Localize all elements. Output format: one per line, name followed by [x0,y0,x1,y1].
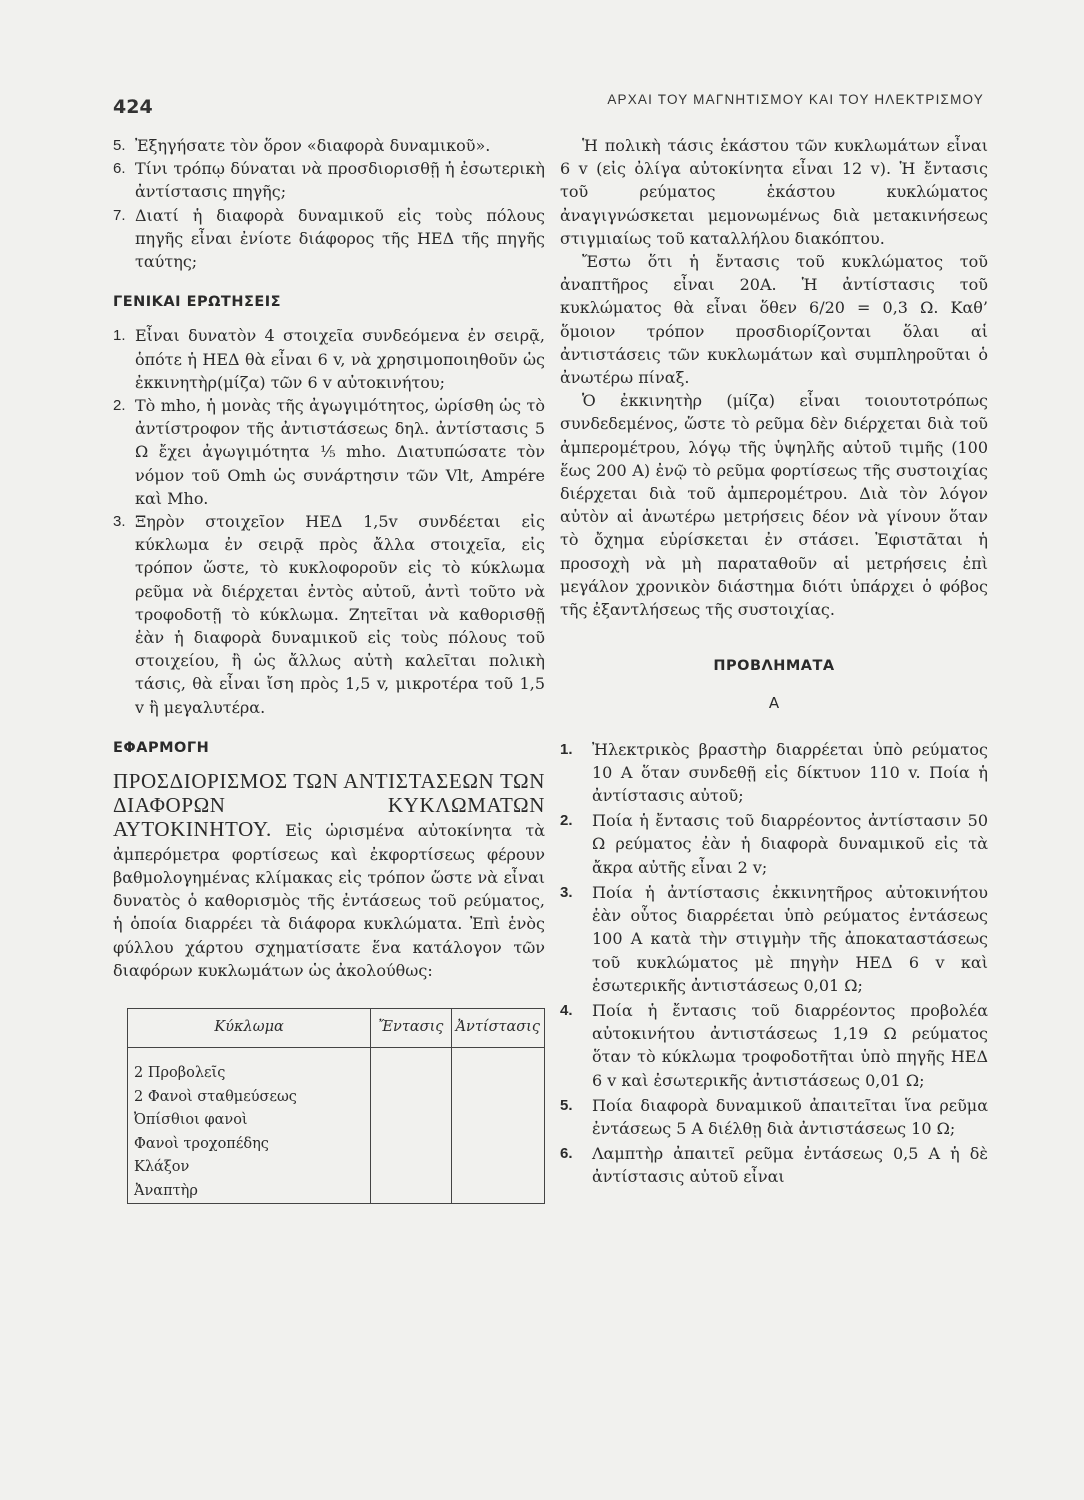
problem-text: Λαμπτὴρ ἀπαιτεῖ ρεῦμα ἐντάσεως 0,5 Α ἡ δὲ ἀντίστασις αὐτοῦ εἶναι [592,1144,988,1187]
table-row [128,1062,545,1086]
table-cell-circuit: 2 Προβολεῖς [128,1062,371,1086]
right-column [560,134,988,1191]
problem-number: 6. [560,1145,573,1163]
running-header: ΑΡΧΑΙ ΤΟΥ ΜΑΓΝΗΤΙΣΜΟΥ ΚΑΙ ΤΟΥ ΗΛΕΚΤΡΙΣΜΟΥ [607,92,984,107]
problem-number: 3. [560,883,573,901]
question-text: Διατί ἡ διαφορὰ δυναμικοῦ εἰς τοὺς πόλους πηγῆς εἶναι ἐνίοτε διάφορος τῆς ΗΕΔ τῆς πηγῆς ταύτης; [135,205,545,272]
application-heading: ΕΦΑΡΜΟΓΗ [113,739,210,756]
question-number: 2. [113,397,126,415]
paragraph: Ἔστω ὅτι ἡ ἔντασις τοῦ κυκλώματος τοῦ ἀναπτῆρος εἶναι 20Α. Ἡ ἀντίστασις τοῦ κυκλώματος θὰ εἶναι ὅθεν 6/20 = 0,3 Ω. Καθ’ ὅμοιον τρόπον προσδιορίζονται ὅλαι αἱ ἀντιστάσεις τῶν κυκλωμάτων καὶ συμπληροῦται ὁ ἀνωτέρω πίναξ. [560,252,988,388]
table-cell-circuit: Κλάξον [128,1156,371,1180]
question-number: 7. [113,206,126,224]
problem-number: 5. [560,1096,573,1114]
table-header-resistance: Ἀντίστασις [451,1008,544,1047]
general-question-item [113,394,545,510]
problem-item [560,809,988,879]
question-text: Τὸ mho, ἡ μονὰς τῆς ἀγωγιμότητος, ὡρίσθη ὡς τὸ ἀντίστροφον τῆς ἀντιστάσεως δηλ. ἀντίστασις 5 Ω ἔχει ἀγωγιμότητα ⅕ mho. Διατυπώσατε τὸν νόμον τοῦ Omh ὡς συνάρτησιν τῶν Vlt, Ampére καὶ Mho. [135,396,545,508]
general-questions-heading: ΓΕΝΙΚΑΙ ΕΡΩΤΗΣΕΙΣ [113,294,282,311]
question-number: 3. [113,513,126,531]
problem-text: Ποία ἡ ἀντίστασις ἐκκινητῆρος αὐτοκινήτου ἐὰν οὗτος διαρρέεται ὑπὸ ρεύματος ἐντάσεως 100 Α κατὰ τὴν στιγμὴν τῆς ἀποκαταστάσεως τοῦ κυκλώματος μὲ πηγὴν ΗΕΔ 6 v καὶ ἐσωτερικῆς ἀντιστάσεως 0,01 Ω; [592,882,988,995]
table-cell-circuit: Ἀναπτὴρ [128,1179,371,1203]
application-paragraph [113,770,545,982]
table-row [128,1156,545,1180]
question-number: 6. [113,160,126,178]
table-row [128,1109,545,1133]
page-number: 424 [113,96,153,118]
application-text: Εἰς ὡρισμένα αὐτοκίνητα τὰ ἀμπερόμετρα φορτίσεως καὶ ἐκφορτίσεως φέρουν βαθμολογημένας κλίμακας εἰς τρόπον ὥστε νὰ εἶναι δυνατὸς ὁ καθορισμὸς τῆς ἐντάσεως τοῦ ρεύματος, ἡ ὁποία διαρρέει τὰ διάφορα κυκλώματα. Ἐπὶ ἑνὸς φύλλου χάρτου σχηματίσατε ἕνα κατάλογον τῶν διαφόρων κυκλωμάτων ὡς ἀκολούθως: [113,821,545,980]
question-text: Εἶναι δυνατὸν 4 στοιχεῖα συνδεόμενα ἐν σειρᾷ, ὁπότε ἡ ΗΕΔ θὰ εἶναι 6 v, νὰ χρησιμοποιηθοῦν ὡς ἐκκινητὴρ(μίζα) τῶν 6 v αὐτοκινήτου; [135,326,545,392]
problem-text: Ποία ἡ ἔντασις τοῦ διαρρέοντος προβολέα αὐτοκινήτου ἀντιστάσεως 1,19 Ω ρεύματος ὅταν τὸ κύκλωμα τροφοδοτῆται ὑπὸ πηγῆς ΗΕΔ 6 v καὶ ἐσωτερικῆς ἀντιστάσεως 0,01 Ω; [592,1000,988,1090]
question-number: 1. [113,327,126,345]
problems-heading: ΠΡΟΒΛΗΜΑΤΑ [713,658,835,675]
question-item [113,204,545,274]
table-row [128,1132,545,1156]
problem-item [560,1142,988,1188]
problem-item [560,1094,988,1140]
problem-text: Ἠλεκτρικὸς βραστὴρ διαρρέεται ὑπὸ ρεύματος 10 Α ὅταν συνδεθῇ εἰς δίκτυον 110 v. Ποία ἡ ἀντίστασις αὐτοῦ; [592,739,988,806]
problem-item [560,738,988,808]
problem-number: 2. [560,812,573,830]
question-item [113,134,545,157]
problem-text: Ποία ἡ ἔντασις τοῦ διαρρέοντος ἀντίστασιν 50 Ω ρεύματος ἐὰν ἡ διαφορὰ δυναμικοῦ εἰς τὰ ἄκρα αὐτῆς εἶναι 2 v; [592,811,988,877]
question-text: Ἐξηγήσατε τὸν ὅρον «διαφορὰ δυναμικοῦ». [135,136,491,155]
table-header-current: Ἔντασις [371,1008,451,1047]
general-question-item [113,324,545,394]
application-title: ΠΡΟΣΔΙΟΡΙΣΜΟΣ ΤΩΝ ΑΝΤΙΣΤΑΣΕΩΝ ΤΩΝ ΔΙΑΦΟΡΩΝ ΚΥΚΛΩΜΑΤΩΝ ΑΥΤΟΚΙΝΗΤΟΥ. [113,769,545,842]
question-number: 5. [113,137,126,154]
table-row [128,1085,545,1109]
table-cell-circuit: 2 Φανοὶ σταθμεύσεως [128,1085,371,1109]
table-header-circuit: Κύκλωμα [128,1008,371,1047]
problems-subheading: Α [768,694,780,713]
paragraph: Ἡ πολικὴ τάσις ἑκάστου τῶν κυκλωμάτων εἶναι 6 v (εἰς ὀλίγα αὐτοκίνητα εἶναι 12 v). Ἡ ἔντασις τοῦ ρεύματος ἑκάστου κυκλώματος ἀναγιγνώσκεται μεμονωμένως διὰ μετακινήσεως στιγμιαίως τοῦ καταλλήλου διακόπτου. [560,136,988,248]
circuits-table [127,1008,545,1204]
problem-number: 4. [560,1001,573,1019]
table-row [128,1179,545,1203]
question-item [113,157,545,203]
problem-item [560,881,988,997]
circuits-table-wrap [127,1008,545,1204]
question-text: Τίνι τρόπῳ δύναται νὰ προσδιορισθῇ ἡ ἐσωτερικὴ ἀντίστασις πηγῆς; [135,159,545,202]
paragraph: Ὁ ἐκκινητὴρ (μίζα) εἶναι τοιουτοτρόπως συνδεδεμένος, ὥστε τὸ ρεῦμα δὲν διέρχεται διὰ τοῦ ἀμπερομέτρου, λόγῳ τῆς ὑψηλῆς αὐτοῦ τιμῆς (100 ἕως 200 Α) ἐνῷ τὸ ρεῦμα φορτίσεως τῆς συστοιχίας διέρχεται διὰ τοῦ ἀμπερομέτρου. Διὰ τὸν λόγον αὐτὸν αἱ ἀνωτέρω μετρήσεις δέον νὰ γίνουν ὅταν τὸ ὄχημα εὑρίσκεται ἐν στάσει. Ἐφιστᾶται ἡ προσοχὴ νὰ μὴ παραταθοῦν αἱ μετρήσεις ἐπὶ μεγάλον χρονικὸν διάστημα διότι ὑπάρχει ὁ φόβος τῆς ἐξαντλήσεως τῆς συστοιχίας. [560,391,988,620]
table-cell-circuit: Ὀπίσθιοι φανοὶ [128,1109,371,1133]
table-cell-circuit: Φανοὶ τροχοπέδης [128,1132,371,1156]
problem-number: 1. [560,740,573,758]
problem-item [560,999,988,1092]
problem-text: Ποία διαφορὰ δυναμικοῦ ἀπαιτεῖται ἵνα ρεῦμα ἐντάσεως 5 Α διέλθῃ διὰ ἀντιστάσεως 10 Ω; [592,1095,988,1138]
left-column [113,134,545,1204]
question-text: Ξηρὸν στοιχεῖον ΗΕΔ 1,5v συνδέεται εἰς κύκλωμα ἐν σειρᾷ πρὸς ἄλλα στοιχεῖα, εἰς τρόπον ὥστε, τὸ κυκλοφοροῦν εἰς τὸ κύκλωμα ρεῦμα νὰ διέρχεται ἐντὸς αὐτοῦ, ἀντὶ τοῦτο νὰ τροφοδοτῇ τὸ κύκλωμα. Ζητεῖται νὰ καθορισθῇ ἐὰν ἡ διαφορὰ δυναμικοῦ εἰς τοὺς πόλους τοῦ στοιχείου, ἢ ὡς ἄλλως αὐτὴ καλεῖται πολικὴ τάσις, θὰ εἶναι ἴση πρὸς 1,5 v, μικροτέρα τοῦ 1,5 v ἢ μεγαλυτέρα. [135,512,545,717]
general-question-item [113,510,545,719]
